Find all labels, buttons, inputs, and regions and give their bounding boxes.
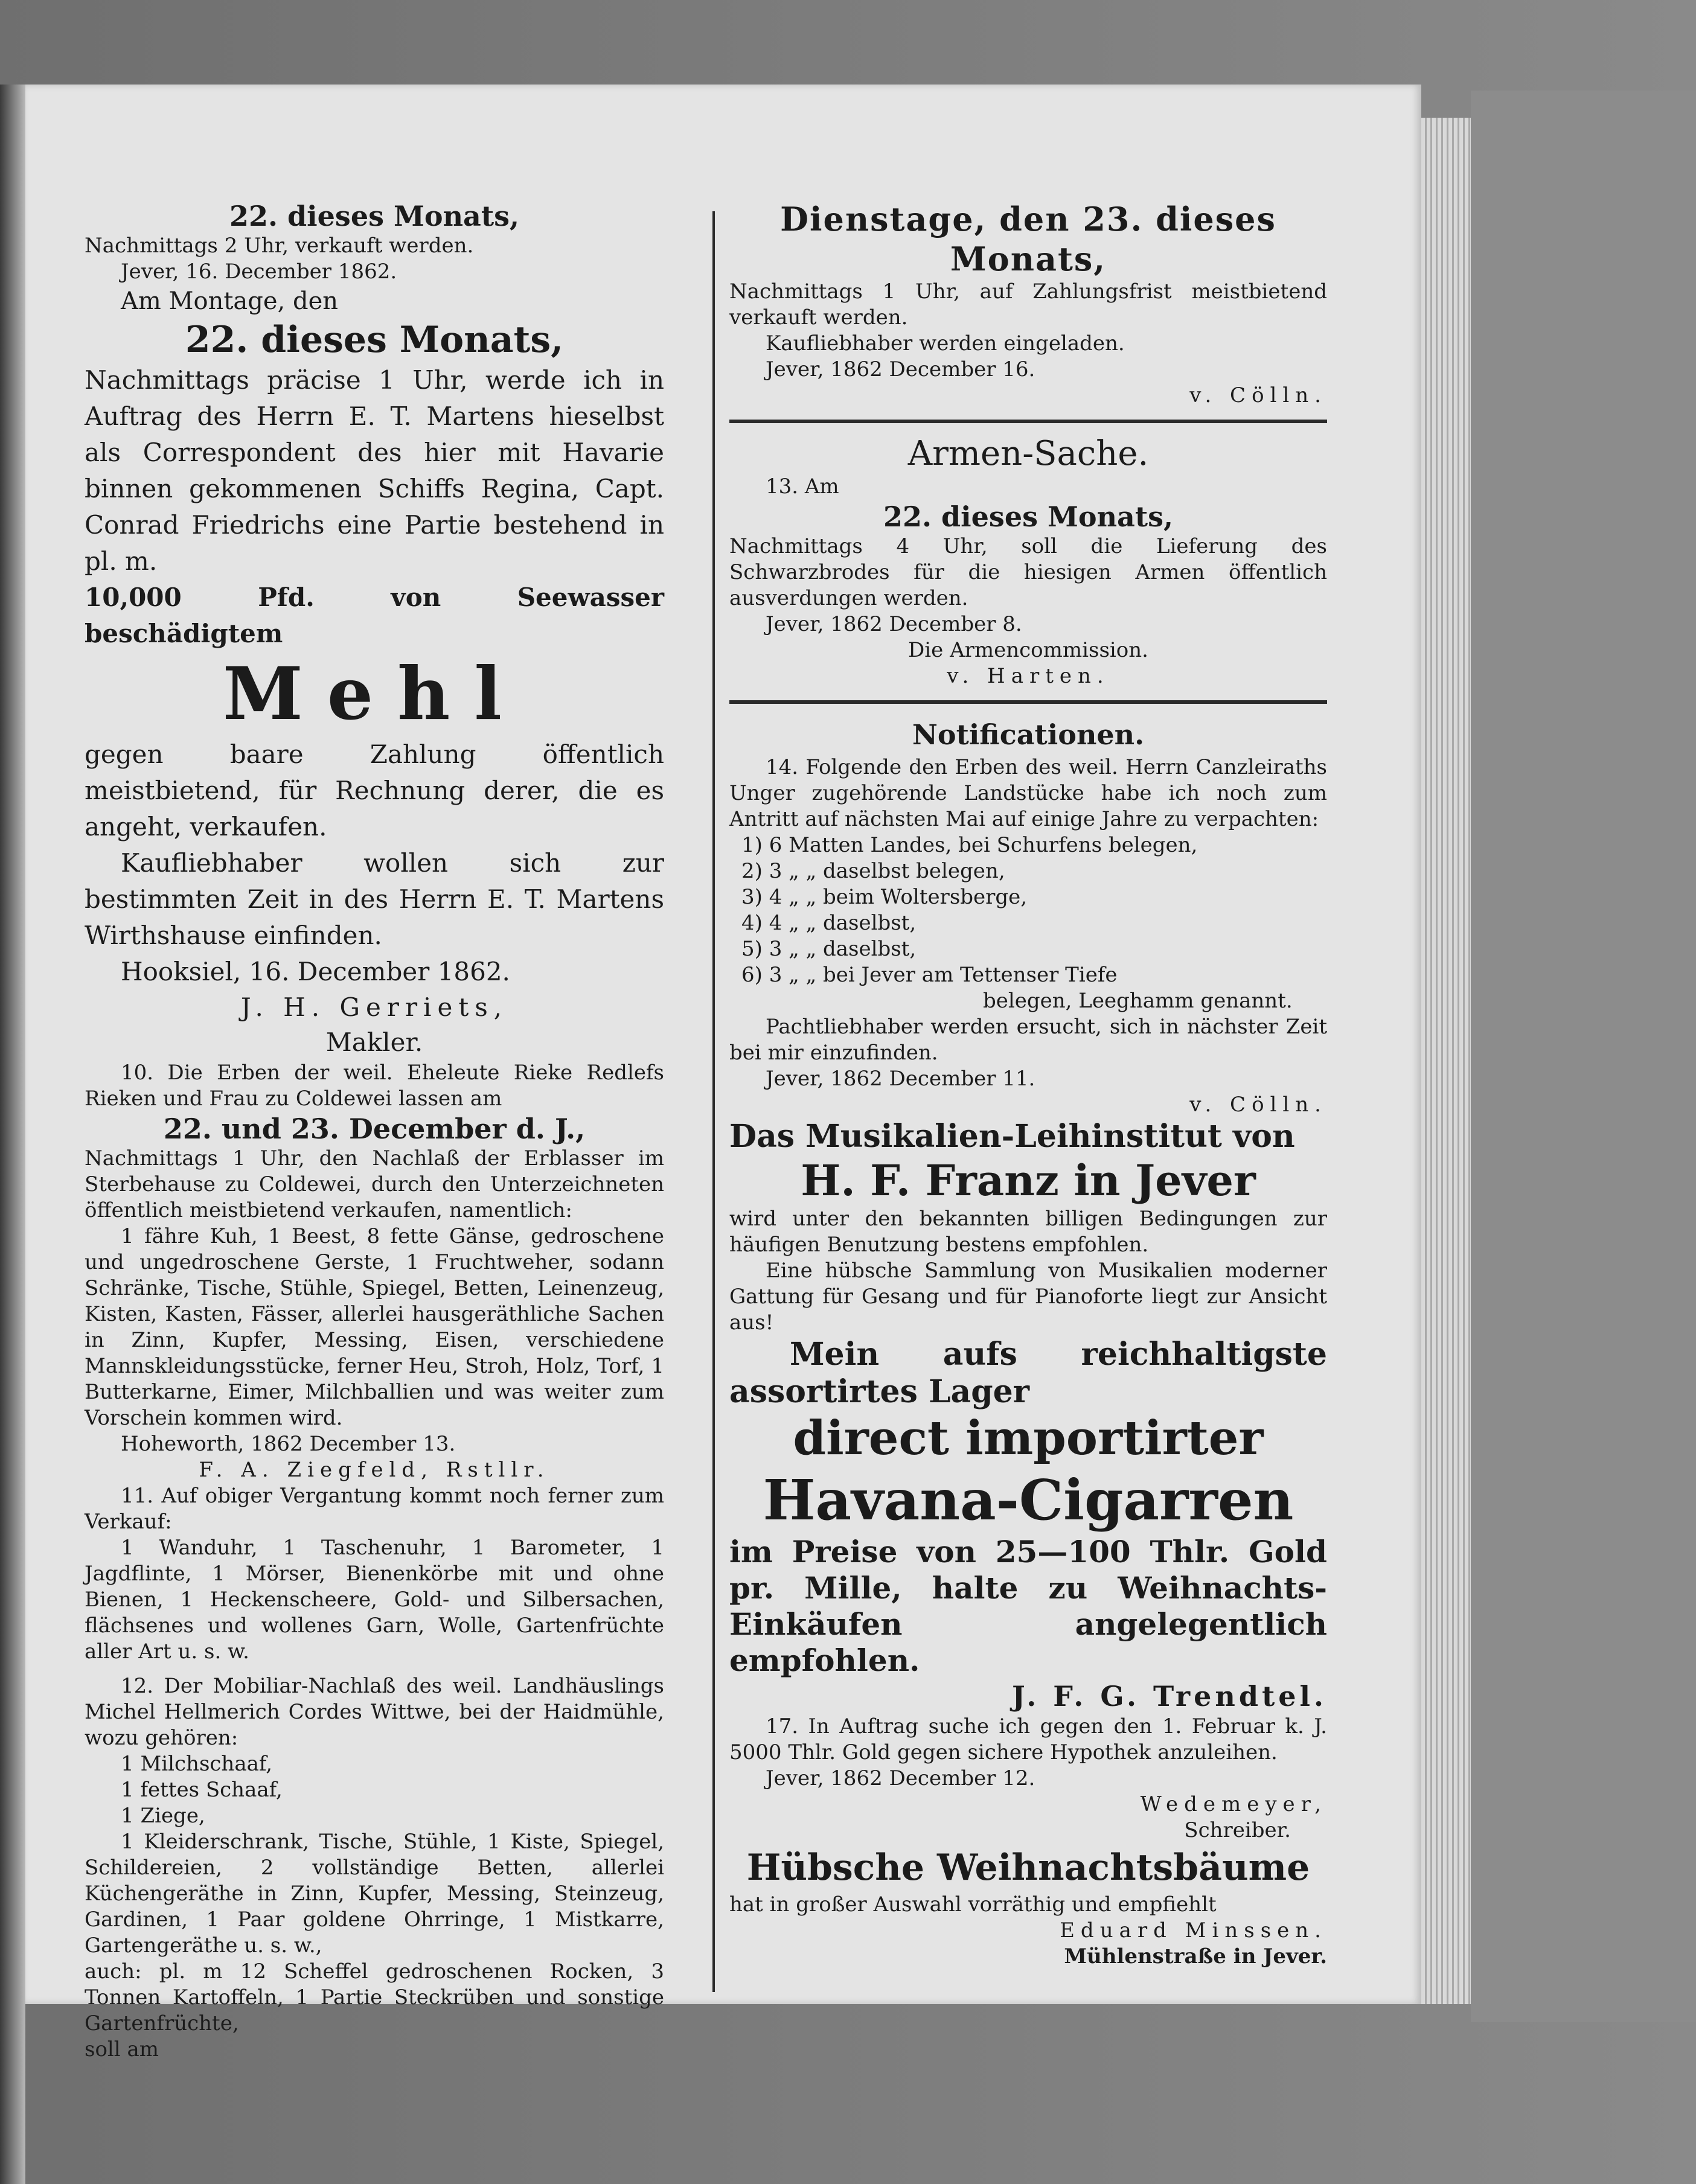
section-rule bbox=[729, 420, 1327, 423]
address: Mühlenstraße in Jever. bbox=[1064, 1944, 1327, 1968]
dateline: Jever, 1862 December 16. bbox=[766, 357, 1035, 382]
notice-body: Kaufliebhaber wollen sich zur bestimmten Zeit in des Herrn E. T. Martens Wirthshause einfinden. bbox=[85, 848, 664, 950]
notice-body: Nachmittags 1 Uhr, auf Zahlungsfrist meistbietend verkauft werden. bbox=[729, 279, 1327, 330]
section-title: Notificationen. bbox=[912, 718, 1145, 751]
signature: Wedemeyer, bbox=[1140, 1792, 1327, 1816]
dateline: Jever, 1862 December 12. bbox=[766, 1766, 1035, 1790]
list-item: 2) 3 „ „ daselbst belegen, bbox=[741, 859, 1005, 883]
notice-body: Nachmittags präcise 1 Uhr, werde ich in Auftrag des Herrn E. T. Martens hieselbst als Correspondent des hier mit Havarie binnen gekommenen Schiffs Regina, Capt. Conrad Friedrichs eine Partie bestehend in pl. m. bbox=[85, 365, 664, 576]
heading: 22. dieses Monats, bbox=[229, 200, 520, 232]
list-item: 3) 4 „ „ beim Woltersberge, bbox=[741, 885, 1028, 909]
list-item: 1 Kleiderschrank, Tische, Stühle, 1 Kiste, Spiegel, Schildereien, 2 vollständige Betten, allerlei Küchengeräthe in Zinn, Kupfer, Messing, Steinzeug, Gardinen, 1 Paar goldene Ohrringe, 1 Mistkarre, Gartengeräthe u. s. w., bbox=[85, 1830, 664, 1958]
notice-body: Kaufliebhaber werden eingeladen. bbox=[766, 331, 1125, 356]
signature: v. Cölln. bbox=[1189, 383, 1327, 407]
heading: 22. und 23. December d. J., bbox=[163, 1113, 586, 1145]
notice-body: 14. Folgende den Erben des weil. Herrn Canzleiraths Unger zugehörende Landstücke habe ich noch zum Antritt auf nächsten Mai auf einige Jahre zu verpachten: bbox=[729, 755, 1327, 831]
advert-title: Hübsche Weihnachtsbäume bbox=[746, 1847, 1310, 1889]
advert-title: direct importirter bbox=[793, 1411, 1264, 1466]
section-rule bbox=[729, 700, 1327, 704]
dateline: Hoheworth, 1862 December 13. bbox=[121, 1432, 456, 1456]
advert-title: H. F. Franz in Jever bbox=[801, 1155, 1256, 1205]
dateline: Jever, 16. December 1862. bbox=[121, 260, 397, 284]
land-list bbox=[729, 832, 1327, 1014]
heading-mehl: Mehl bbox=[222, 651, 526, 736]
left-column bbox=[85, 199, 664, 2063]
advert-title: Havana-Cigarren bbox=[763, 1467, 1294, 1533]
signature: v. Harten. bbox=[947, 664, 1110, 688]
notice-body: Eine hübsche Sammlung von Musikalien moderner Gattung für Gesang und für Pianoforte liegt zur Ansicht aus! bbox=[729, 1259, 1327, 1335]
list-item: 4) 4 „ „ daselbst, bbox=[741, 911, 917, 935]
signature: Eduard Minssen. bbox=[1060, 1918, 1327, 1943]
page-edges bbox=[1421, 118, 1471, 2004]
notice-body: Nachmittags 4 Uhr, soll die Lieferung des Schwarzbrodes für die hiesigen Armen öffentlich ausverdungen werden. bbox=[729, 534, 1327, 610]
heading: Dienstage, den 23. dieses Monats, bbox=[780, 200, 1276, 278]
signature: J. F. G. Trendtel. bbox=[1012, 1680, 1327, 1713]
list-item: 1) 6 Matten Landes, bei Schurfens belegen, bbox=[741, 833, 1198, 857]
section-title: Armen-Sache. bbox=[907, 434, 1149, 473]
list-item: 1 Milchschaaf, bbox=[121, 1752, 273, 1776]
signature: F. A. Ziegfeld, Rstllr. bbox=[199, 1458, 550, 1482]
list-item: 1 fettes Schaaf, bbox=[121, 1778, 283, 1802]
list-item: 1 Ziege, bbox=[121, 1804, 205, 1828]
heading: 22. dieses Monats, bbox=[185, 319, 564, 361]
list-item: 6) 3 „ „ bei Jever am Tettenser Tiefe bbox=[741, 963, 1118, 987]
signature: J. H. Gerriets, bbox=[240, 992, 508, 1022]
notice-body: wird unter den bekannten billigen Bedingungen zur häufigen Benutzung bestens empfohlen. bbox=[729, 1207, 1327, 1257]
signature: v. Cölln. bbox=[1189, 1093, 1327, 1117]
notice-body: 17. In Auftrag suche ich gegen den 1. Februar k. J. 5000 Thlr. Gold gegen sichere Hypothek anzuleihen. bbox=[729, 1714, 1327, 1764]
notice-body: hat in großer Auswahl vorräthig und empfiehlt bbox=[729, 1892, 1217, 1917]
book-cover-edge bbox=[1471, 91, 1696, 2022]
signature-title: Makler. bbox=[325, 1027, 423, 1057]
notice-body: 1 Wanduhr, 1 Taschenuhr, 1 Barometer, 1 Jagdflinte, 1 Mörser, Bienenkörbe mit und ohne Bienen, 1 Heckenscheere, Gold- und Silbersachen, flächsenes und wollenes Garn, Wolle, Gartenfrüchte aller Art u. s. w. bbox=[85, 1536, 664, 1664]
list-item: 5) 3 „ „ daselbst, bbox=[741, 937, 917, 961]
advert-heading: Das Musikalien-Leihinstitut von bbox=[729, 1118, 1295, 1155]
notice-body: 10. Die Erben der weil. Eheleute Rieke Redlefs Rieken und Frau zu Coldewei lassen am bbox=[85, 1061, 664, 1111]
notice-body: Nachmittags 1 Uhr, den Nachlaß der Erblasser im Sterbehause zu Coldewei, durch den Unterzeichneten öffentlich meistbietend verkaufen, namentlich: bbox=[85, 1146, 664, 1222]
dateline: Jever, 1862 December 11. bbox=[766, 1067, 1035, 1091]
list-item: belegen, Leeghamm genannt. bbox=[983, 989, 1293, 1013]
heading: 22. dieses Monats, bbox=[883, 500, 1174, 533]
notice-body: 1 fähre Kuh, 1 Beest, 8 fette Gänse, gedroschene und ungedroschene Gerste, 1 Fruchtweher, sodann Schränke, Tische, Stühle, Spiegel, Betten, Leinenzeug, Kisten, Kasten, Fässer, allerlei hausgeräthliche Sachen in Zinn, Kupfer, Messing, Eisen, verschiedene Mannskleidungsstücke, ferner Heu, Stroh, Holz, Torf, 1 Butterkarne, Eimer, Milchballien und was weiter zum Vorschein kommen wird. bbox=[85, 1224, 664, 1430]
advert-heading: Mein aufs reichhaltigste assortirtes Lager bbox=[729, 1336, 1327, 1410]
right-column bbox=[729, 199, 1327, 1970]
notice-body: auch: pl. m 12 Scheffel gedroschenen Rocken, 3 Tonnen Kartoffeln, 1 Partie Steckrüben und sonstige Gartenfrüchte, bbox=[85, 1959, 664, 2036]
notice-body: soll am bbox=[85, 2037, 159, 2061]
notice-body: 11. Auf obiger Vergantung kommt noch ferner zum Verkauf: bbox=[85, 1484, 664, 1534]
dateline: Hooksiel, 16. December 1862. bbox=[121, 957, 510, 986]
column-divider bbox=[712, 211, 715, 1992]
text: Nachmittags 2 Uhr, verkauft werden. bbox=[85, 234, 474, 258]
notice-body: Pachtliebhaber werden ersucht, sich in nächster Zeit bei mir einzufinden. bbox=[729, 1015, 1327, 1065]
notice-body: 10,000 Pfd. von Seewasser beschädigtem bbox=[85, 583, 664, 648]
advert-body: im Preise von 25—100 Thlr. Gold pr. Mille, halte zu Weihnachts-Einkäufen angelegentlich empfohlen. bbox=[729, 1534, 1327, 1678]
notice-body: 12. Der Mobiliar-Nachlaß des weil. Landhäuslings Michel Hellmerich Cordes Wittwe, bei der Haidmühle, wozu gehören: bbox=[85, 1674, 664, 1750]
book-spine bbox=[0, 85, 25, 2184]
signature: Die Armencommission. bbox=[908, 638, 1148, 662]
notice-body: 13. Am bbox=[766, 474, 839, 499]
signature-title: Schreiber. bbox=[1184, 1818, 1291, 1842]
notice-body: gegen baare Zahlung öffentlich meistbietend, für Rechnung derer, die es angeht, verkaufen. bbox=[85, 739, 664, 841]
dateline: Jever, 1862 December 8. bbox=[766, 612, 1022, 636]
text: Am Montage, den bbox=[121, 287, 338, 315]
